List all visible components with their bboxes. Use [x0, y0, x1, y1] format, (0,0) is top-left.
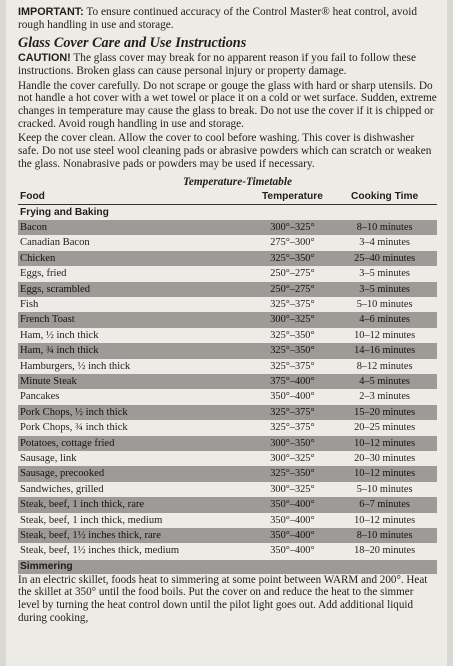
temperature-cell: 250°–275°	[253, 282, 333, 297]
table-row	[18, 528, 437, 543]
food-cell: Pancakes	[20, 391, 60, 403]
food-cell: Sausage, precooked	[18, 466, 253, 481]
cooking-time-column-header: Cooking Time	[332, 190, 437, 205]
food-cell: Steak, beef, 1½ inches thick, rare	[18, 528, 253, 543]
temperature-cell: 375°–400°	[253, 374, 333, 389]
cooking-time-cell: 10–12 minutes	[354, 329, 416, 341]
temperature-cell: 325°–375°	[253, 405, 333, 420]
table-row	[18, 513, 437, 528]
temperature-cell: 350°–400°	[270, 514, 315, 526]
temperature-cell: 300°–350°	[253, 436, 333, 451]
food-cell: Ham, ½ inch thick	[20, 329, 99, 341]
timetable-title: Temperature-Timetable	[183, 175, 292, 188]
temperature-cell: 300°–325°	[270, 483, 315, 495]
handle-paragraph: Handle the cover carefully. Do not scrape or gouge the glass with hard or sharp utensils. Do not handle a hot cover with a wet towel or place it on a cold or wet surface. Sudden, extreme changes in temperature may cause the glass to break. Do not use the cover if it is chipped or cracked. Avoid rough handling in use and storage.	[18, 79, 437, 130]
cooking-time-cell: 3–5 minutes	[359, 268, 410, 280]
important-text: To ensure continued accuracy of the Control Master® heat control, avoid rough handling in use and storage.	[18, 6, 417, 31]
cooking-time-cell: 8–10 minutes	[332, 220, 437, 235]
cooking-time-cell: 20–30 minutes	[354, 453, 416, 465]
cooking-time-cell: 2–3 minutes	[359, 391, 410, 403]
temperature-cell: 325°–375°	[270, 298, 315, 310]
temperature-cell: 325°–350°	[253, 343, 333, 358]
cooking-time-cell: 5–10 minutes	[356, 298, 413, 310]
cooking-time-cell: 6–7 minutes	[332, 497, 437, 512]
food-cell: French Toast	[18, 312, 253, 327]
table-row	[18, 436, 437, 451]
table-row	[18, 405, 437, 420]
temperature-cell: 325°–350°	[270, 329, 315, 341]
food-cell: Canadian Bacon	[20, 237, 90, 249]
temperature-cell: 350°–400°	[253, 528, 333, 543]
temperature-cell: 250°–275°	[270, 268, 315, 280]
table-row	[18, 251, 437, 266]
timetable-body	[18, 204, 437, 559]
temperature-cell: 325°–350°	[253, 466, 333, 481]
table-row	[18, 328, 437, 343]
group-row	[18, 204, 437, 220]
table-row	[18, 389, 437, 404]
table-row	[18, 420, 437, 435]
cooking-time-cell: 10–12 minutes	[332, 466, 437, 481]
temperature-cell: 325°–375°	[270, 422, 315, 434]
cooking-time-cell: 8–10 minutes	[332, 528, 437, 543]
table-row	[18, 466, 437, 481]
cooking-time-cell: 20–25 minutes	[354, 422, 416, 434]
temperature-cell: 300°–325°	[253, 312, 333, 327]
important-notice	[18, 6, 437, 31]
temperature-cell: 300°–325°	[270, 453, 315, 465]
food-cell: Potatoes, cottage fried	[18, 436, 253, 451]
food-column-header: Food	[18, 190, 253, 205]
cooking-time-cell: 15–20 minutes	[332, 405, 437, 420]
section-title: Glass Cover Care and Use Instructions	[18, 35, 247, 52]
cooking-time-cell: 25–40 minutes	[332, 251, 437, 266]
table-row	[18, 266, 437, 281]
food-cell: Ham, ¾ inch thick	[18, 343, 253, 358]
food-cell: Chicken	[18, 251, 253, 266]
food-cell: Pork Chops, ¾ inch thick	[20, 422, 128, 434]
temperature-cell: 350°–400°	[270, 391, 315, 403]
food-cell: Steak, beef, 1 inch thick, rare	[18, 497, 253, 512]
table-row	[18, 312, 437, 327]
clean-paragraph: Keep the cover clean. Allow the cover to cool before washing. This cover is dishwasher safe. Do not use steel wool cleaning pads or abrasive powders which can scratch or weaken the glass. Nonabrasive pads or powders may be used if necessary.	[18, 132, 432, 170]
food-cell: Steak, beef, 1 inch thick, medium	[20, 514, 163, 526]
food-cell: Hamburgers, ½ inch thick	[20, 360, 131, 372]
temperature-cell: 350°–400°	[270, 545, 315, 557]
cooking-time-cell: 18–20 minutes	[354, 545, 416, 557]
food-cell: Bacon	[18, 220, 253, 235]
table-row	[18, 235, 437, 250]
cooking-time-cell: 8–12 minutes	[356, 360, 413, 372]
caution-text: The glass cover may break for no apparent reason if you fail to follow these instructions. Broken glass can cause personal injury or property damage.	[18, 52, 416, 77]
table-header-row	[18, 190, 437, 205]
table-row	[18, 482, 437, 497]
temperature-cell: 275°–300°	[270, 237, 315, 249]
table-row	[18, 451, 437, 466]
table-row	[18, 497, 437, 512]
cooking-time-cell: 4–6 minutes	[332, 312, 437, 327]
table-row	[18, 282, 437, 297]
cooking-time-cell: 5–10 minutes	[356, 483, 413, 495]
food-cell: Eggs, fried	[20, 268, 67, 280]
caution-label: CAUTION!	[18, 52, 71, 65]
temperature-cell: 350°–400°	[253, 497, 333, 512]
table-row	[18, 359, 437, 374]
cooking-time-cell: 10–12 minutes	[332, 436, 437, 451]
cooking-time-cell: 10–12 minutes	[354, 514, 416, 526]
food-cell: Pork Chops, ½ inch thick	[18, 405, 253, 420]
food-cell: Eggs, scrambled	[18, 282, 253, 297]
food-cell: Fish	[20, 298, 39, 310]
temperature-cell: 300°–325°	[253, 220, 333, 235]
table-row	[18, 220, 437, 235]
food-cell: Minute Steak	[18, 374, 253, 389]
temperature-cell: 325°–375°	[270, 360, 315, 372]
temperature-column-header: Temperature	[253, 190, 333, 205]
manual-page	[6, 0, 447, 666]
temperature-cell: 325°–350°	[253, 251, 333, 266]
food-cell: Steak, beef, 1½ inches thick, medium	[20, 545, 180, 557]
cooking-time-cell: 3–5 minutes	[332, 282, 437, 297]
temperature-timetable	[18, 190, 437, 559]
table-row	[18, 343, 437, 358]
caution-paragraph	[18, 52, 437, 77]
food-cell: Sausage, link	[20, 453, 77, 465]
table-row	[18, 374, 437, 389]
simmering-heading: Simmering	[18, 560, 437, 574]
cooking-time-cell: 14–16 minutes	[332, 343, 437, 358]
table-row	[18, 543, 437, 558]
cooking-time-cell: 3–4 minutes	[359, 237, 410, 249]
cooking-time-cell: 4–5 minutes	[332, 374, 437, 389]
food-cell: Sandwiches, grilled	[20, 483, 104, 495]
simmering-text: In an electric skillet, foods heat to simmering at some point between WARM and 200°. Heat the skillet at 350° until the food boils. Put the cover on and reduce the heat to the simmer level by turning the heat control down until the pilot light goes out. Add additional liquid during cooking,	[18, 573, 428, 624]
table-row	[18, 297, 437, 312]
important-label: IMPORTANT:	[18, 6, 84, 18]
group-label: Frying and Baking	[20, 206, 109, 218]
